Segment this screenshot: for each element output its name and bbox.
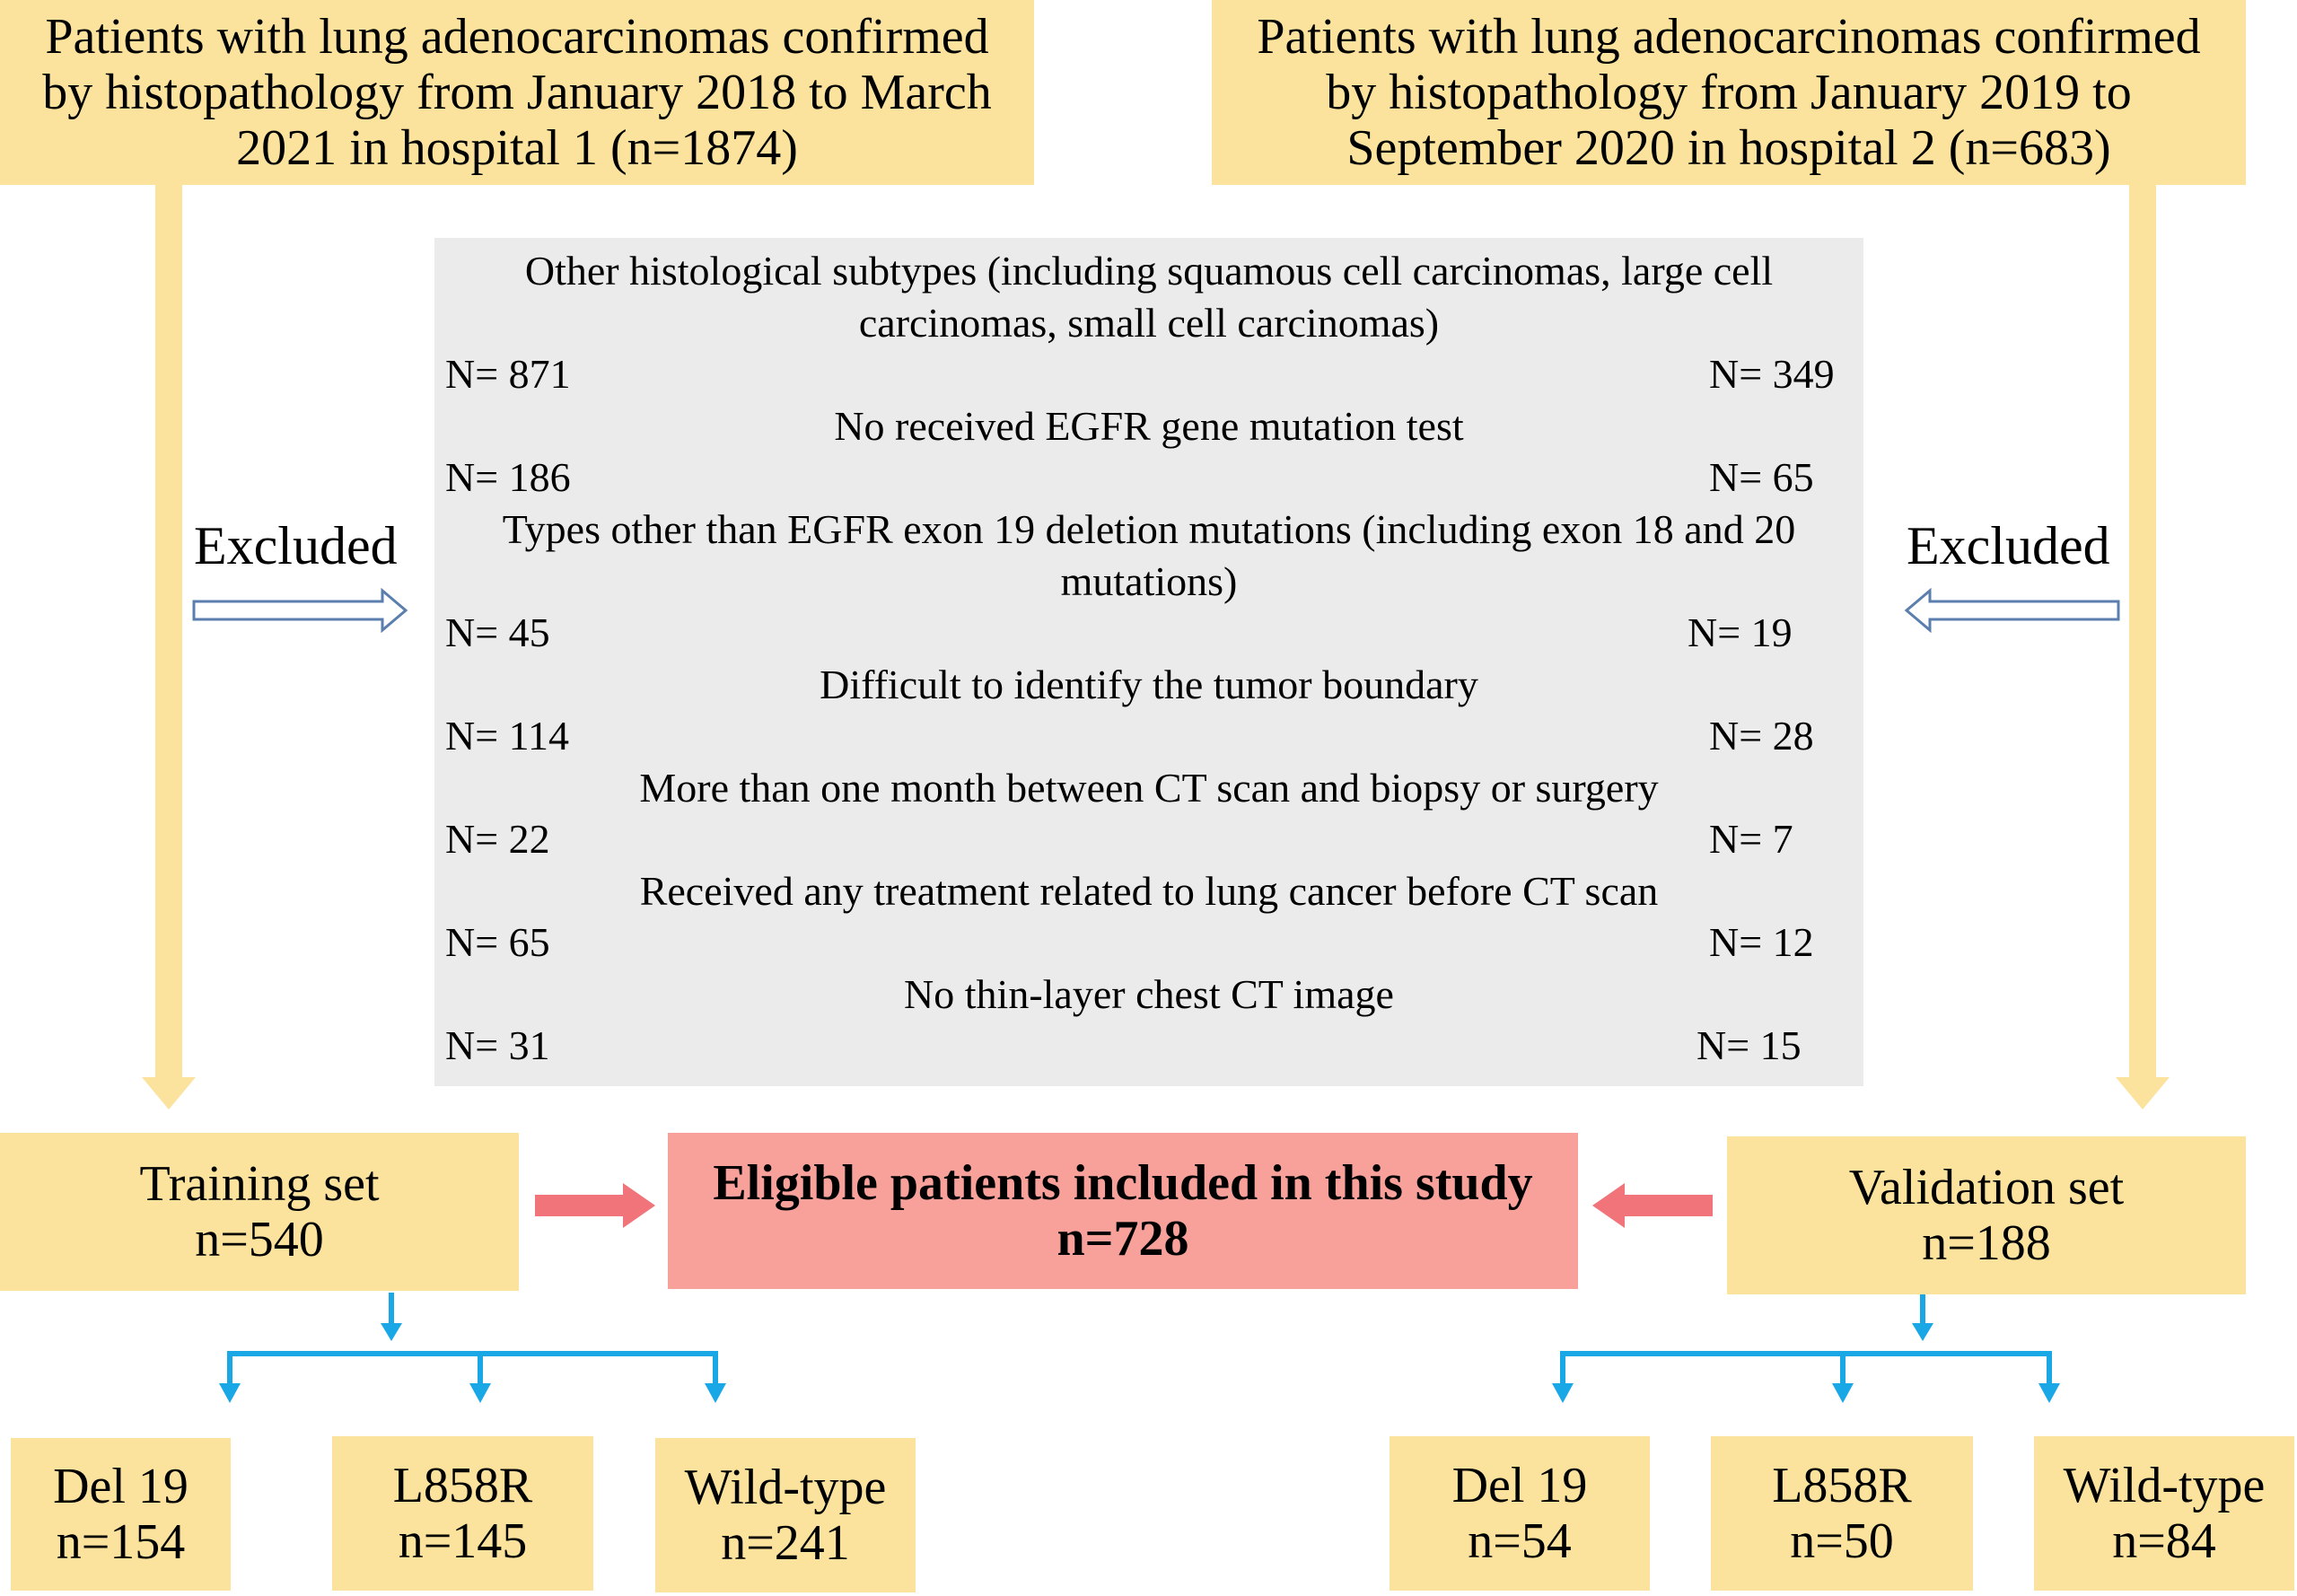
hospital1-box [0, 0, 1034, 185]
validation-to-eligible-arrow [1592, 1183, 1713, 1228]
training-tree-arrows [219, 1293, 726, 1403]
hospital1-line-3: 2021 in hospital 1 (n=1874) [236, 120, 798, 176]
excluded-left-label: Excluded [194, 516, 398, 575]
validation-set-label: Validation set [1848, 1160, 2125, 1215]
training-l858r-label: L858R [392, 1458, 533, 1513]
criterion-4-title [440, 659, 1858, 711]
criterion-1-title [440, 245, 1858, 349]
eligible-patients-label: Eligible patients included in this study [713, 1155, 1533, 1211]
validation-wildtype-label: Wild-type [2063, 1458, 2266, 1513]
validation-del19-label: Del 19 [1451, 1458, 1588, 1513]
validation-l858r-n: n=50 [1790, 1513, 1894, 1569]
hospital2-box [1212, 0, 2246, 185]
criterion-3-title-line-1: Types other than EGFR exon 19 deletion mutations (including exon 18 and 20 [502, 506, 1796, 552]
hospital2-line-1: Patients with lung adenocarcinomas confirmed [1257, 9, 2201, 65]
right-down-arrow [2116, 185, 2170, 1109]
criterion-3-title-line-2: mutations) [1060, 558, 1238, 604]
validation-set-n: n=188 [1922, 1215, 2051, 1271]
eligible-patients-box [668, 1133, 1578, 1289]
training-set-n: n=540 [195, 1212, 324, 1267]
criterion-5-n-left: N= 22 [445, 816, 550, 862]
training-to-eligible-arrow [535, 1183, 655, 1228]
criterion-7-title [440, 969, 1858, 1021]
training-l858r-box [332, 1436, 593, 1591]
hospital2-line-3: September 2020 in hospital 2 (n=683) [1346, 120, 2111, 176]
training-set-box [0, 1133, 519, 1291]
criterion-2-n-right: N= 65 [1709, 454, 1814, 500]
criterion-1-title-line-2: carcinomas, small cell carcinomas) [858, 300, 1440, 346]
criterion-1-n-left: N= 871 [445, 351, 571, 397]
criterion-1-title-line-1: Other histological subtypes (including squamous cell carcinomas, large cell [524, 248, 1774, 294]
criterion-5-n-right: N= 7 [1709, 816, 1793, 862]
criterion-6-n-left: N= 65 [445, 919, 550, 965]
criterion-4-n-left: N= 114 [445, 713, 569, 759]
training-del19-n: n=154 [56, 1514, 186, 1570]
criterion-6-title-line-1: Received any treatment related to lung cancer before CT scan [639, 868, 1659, 914]
training-l858r-n: n=145 [398, 1513, 528, 1569]
criterion-7-n-right: N= 15 [1696, 1022, 1802, 1068]
hospital1-line-2: by histopathology from January 2018 to March [42, 65, 992, 120]
criterion-3-title [440, 504, 1858, 608]
left-down-arrow [142, 185, 196, 1109]
training-wildtype-n: n=241 [721, 1515, 850, 1571]
criterion-2-title-line-1: No received EGFR gene mutation test [834, 403, 1464, 449]
validation-wildtype-box [2034, 1436, 2294, 1591]
criterion-4-n-right: N= 28 [1709, 713, 1814, 759]
validation-wildtype-n: n=84 [2112, 1513, 2216, 1569]
criterion-4-title-line-1: Difficult to identify the tumor boundary [820, 662, 1478, 707]
validation-del19-box [1390, 1436, 1650, 1591]
training-wildtype-box [655, 1438, 916, 1592]
excluded-right-label: Excluded [1907, 516, 2110, 575]
criterion-6-n-right: N= 12 [1709, 919, 1814, 965]
criterion-3-n-left: N= 45 [445, 609, 550, 655]
training-del19-box [11, 1438, 231, 1591]
criterion-2-n-left: N= 186 [445, 454, 571, 500]
criterion-5-title [440, 762, 1858, 814]
right-excluded-arrow [1907, 591, 2118, 630]
validation-l858r-label: L858R [1772, 1458, 1912, 1513]
training-set-label: Training set [139, 1156, 380, 1212]
validation-l858r-box [1711, 1436, 1973, 1591]
criterion-3-n-right: N= 19 [1688, 609, 1793, 655]
training-wildtype-label: Wild-type [684, 1460, 887, 1515]
left-excluded-arrow [194, 591, 406, 630]
training-del19-label: Del 19 [53, 1459, 188, 1514]
hospital1-line-1: Patients with lung adenocarcinomas confirmed [45, 9, 989, 65]
validation-del19-n: n=54 [1468, 1513, 1572, 1569]
hospital2-line-2: by histopathology from January 2019 to [1326, 65, 2132, 120]
criterion-1-n-right: N= 349 [1709, 351, 1835, 397]
criterion-6-title [440, 865, 1858, 917]
criterion-7-title-line-1: No thin-layer chest CT image [904, 971, 1394, 1017]
criterion-2-title [440, 400, 1858, 452]
validation-set-box [1727, 1136, 2246, 1294]
criterion-5-title-line-1: More than one month between CT scan and biopsy or surgery [639, 765, 1659, 811]
eligible-patients-n: n=728 [1056, 1211, 1189, 1267]
criterion-7-n-left: N= 31 [445, 1022, 550, 1068]
validation-tree-arrows [1552, 1294, 2060, 1403]
